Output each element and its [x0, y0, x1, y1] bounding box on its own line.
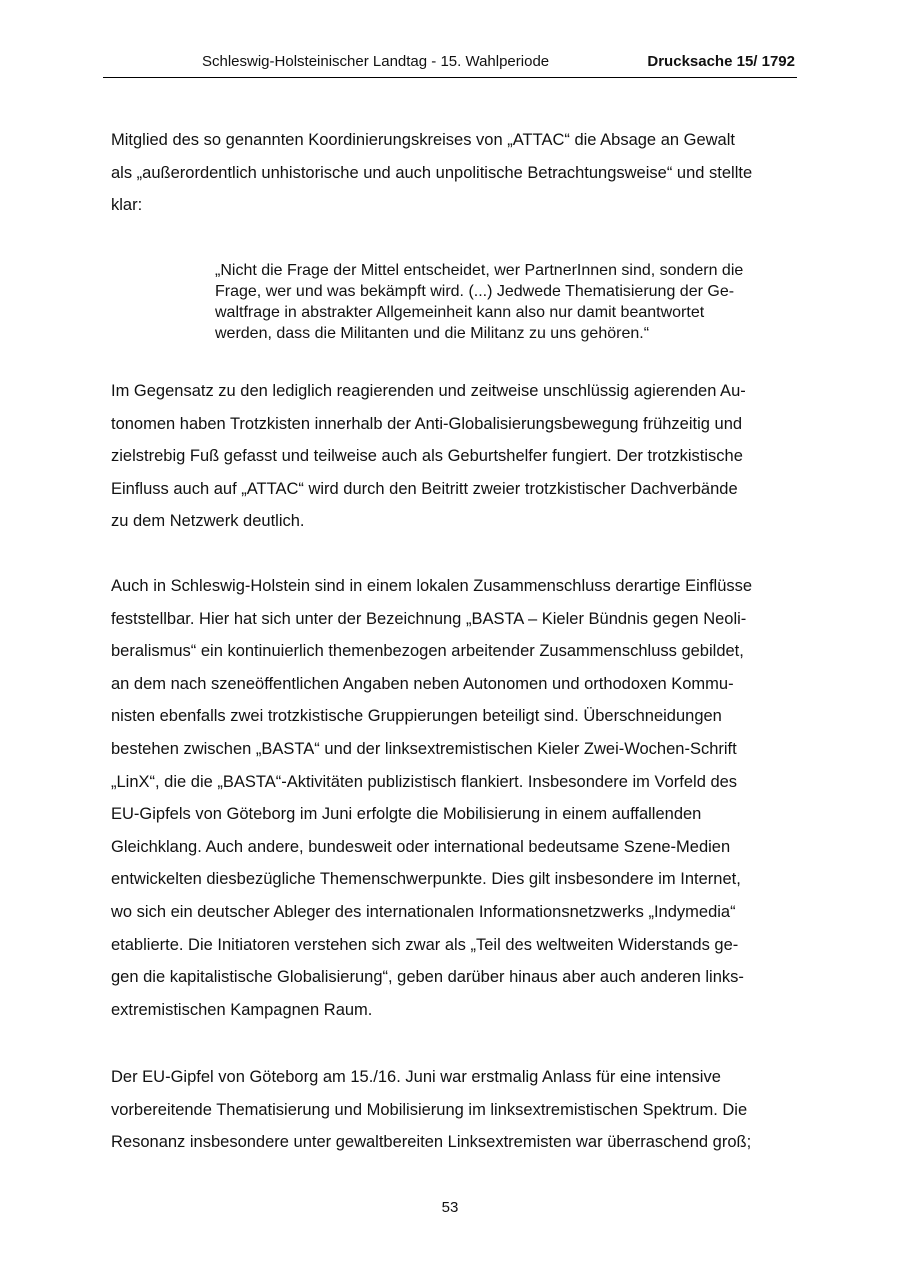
block-quote — [215, 260, 805, 344]
paragraph-trotzkisten — [111, 375, 797, 538]
text-line: EU-Gipfels von Göteborg im Juni erfolgte die Mobilisierung in einem auffallenden — [111, 805, 702, 824]
quote-line: werden, dass die Militanten und die Militanz zu uns gehören.“ — [215, 325, 650, 342]
text-line: wo sich ein deutscher Ableger des internationalen Informationsnetzwerks „Indymedia“ — [111, 902, 736, 921]
page-header — [103, 50, 797, 78]
text-line: klar: — [111, 196, 143, 215]
text-line: Gleichklang. Auch andere, bundesweit oder international bedeutsame Szene-Medien — [111, 837, 731, 856]
document-number: Drucksache 15/ 1792 — [647, 53, 795, 70]
text-line: feststellbar. Hier hat sich unter der Bezeichnung „BASTA – Kieler Bündnis gegen Neoli- — [111, 609, 747, 628]
text-line: gen die kapitalistische Globalisierung“, geben darüber hinaus aber auch anderen links- — [111, 968, 744, 987]
quote-line: Frage, wer und was bekämpft wird. (...) Jedwede Thematisierung der Ge- — [215, 283, 735, 300]
text-line: tonomen haben Trotzkisten innerhalb der Anti-Globalisierungsbewegung frühzeitig und — [111, 414, 743, 433]
paragraph-attac-quote-intro — [111, 124, 797, 222]
text-line: zielstrebig Fuß gefasst und teilweise auch als Geburtshelfer fungiert. Der trotzkistische — [111, 447, 743, 466]
paragraph-schleswig-holstein — [111, 570, 797, 1026]
header-title: Schleswig-Holsteinischer Landtag - 15. Wahlperiode — [202, 53, 550, 70]
quote-line: waltfrage in abstrakter Allgemeinheit kann also nur damit beantwortet — [215, 304, 705, 321]
quote-line: „Nicht die Frage der Mittel entscheidet, wer PartnerInnen sind, sondern die — [215, 262, 744, 279]
text-line: etablierte. Die Initiatoren verstehen sich zwar als „Teil des weltweiten Widerstands ge- — [111, 935, 739, 954]
text-line: an dem nach szeneöffentlichen Angaben neben Autonomen und orthodoxen Kommu- — [111, 674, 734, 693]
text-line: Im Gegensatz zu den lediglich reagierenden und zeitweise unschlüssig agierenden Au- — [111, 382, 746, 400]
text-line: bestehen zwischen „BASTA“ und der linksextremistischen Kieler Zwei-Wochen-Schrift — [111, 739, 737, 758]
text-line: zu dem Netzwerk deutlich. — [111, 512, 305, 531]
text-line: vorbereitende Thematisierung und Mobilisierung im linksextremistischen Spektrum. Die — [111, 1100, 748, 1119]
text-line: als „außerordentlich unhistorische und auch unpolitische Betrachtungsweise“ und stellte — [111, 163, 753, 182]
text-line: nisten ebenfalls zwei trotzkistische Gruppierungen beteiligt sind. Überschneidungen — [111, 707, 722, 726]
text-line: entwickelten diesbezügliche Themenschwerpunkte. Dies gilt insbesondere im Internet, — [111, 870, 741, 889]
text-line: Auch in Schleswig-Holstein sind in einem lokalen Zusammenschluss derartige Einflüsse — [111, 577, 753, 595]
text-line: Einfluss auch auf „ATTAC“ wird durch den Beitritt zweier trotzkistischer Dachverbände — [111, 479, 738, 498]
text-line: beralismus“ ein kontinuierlich themenbezogen arbeitender Zusammenschluss gebildet, — [111, 642, 744, 661]
text-line: „LinX“, die die „BASTA“-Aktivitäten publizistisch flankiert. Insbesondere im Vorfeld des — [111, 772, 738, 791]
text-line: Mitglied des so genannten Koordinierungskreises von „ATTAC“ die Absage an Gewalt — [111, 131, 735, 149]
paragraph-eu-gipfel — [111, 1061, 797, 1159]
text-line: extremistischen Kampagnen Raum. — [111, 1000, 373, 1019]
text-line: Resonanz insbesondere unter gewaltbereiten Linksextremisten war überraschend groß; — [111, 1133, 752, 1152]
page-number: 53 — [441, 1199, 459, 1216]
text-line: Der EU-Gipfel von Göteborg am 15./16. Juni war erstmalig Anlass für eine intensive — [111, 1068, 721, 1086]
